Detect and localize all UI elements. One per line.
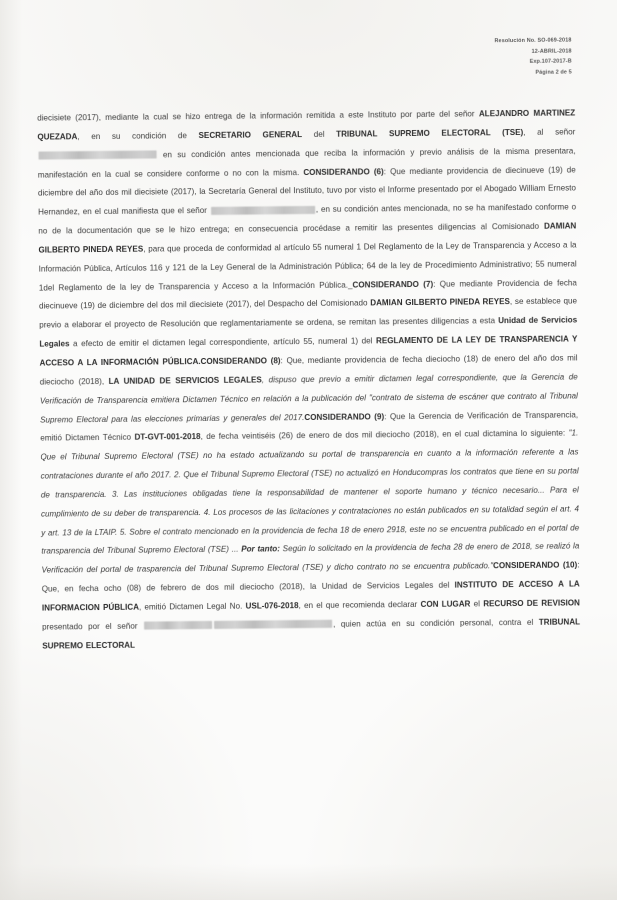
dictamen-quote: "1. Que el Tribunal Supremo Electoral (TSE) no ha estado actualizando su portal de transparencia en cuanto a la información referente a las contrataciones durante el año 2017. 2. Que el Tribunal Supremo Electoral (TSE) no actualizó en Honducompras los contratos que tiene en su portal de transparencia. 3. Las instituciones obligadas tiene la responsabilidad de mantener el soporte humano y técnico necesario... Para el cumplimiento de su deber de transparencia. 4. Los procesos de las licitaciones y contrataciones no están publicados en su totalidad según el art. 4 y art. 13 de la LTAIP. 5. Sobre el contrato mencionado en la providencia de fecha 18 de enero 2918, este no se encuentra publicado en el portal de transparencia del Tribunal Supremo Electoral (TSE) ... [40, 428, 580, 556]
document-body [37, 104, 580, 656]
contrato-escaner-quote: "contrato de sistema de escáner que contrato al Tribunal Supremo Electoral para las elecciones primarias y generales del 2017. [40, 391, 578, 425]
text-run: del [302, 129, 337, 139]
considerando-9-label: CONSIDERANDO (9) [304, 411, 385, 422]
dictamen-quote-2: Según lo solicitado en la providencia de fecha 28 de enero de 2018, se realizó la Verificación del portal de trasparencia del Tribunal Supremo Electoral (TSE) y dicho contrato no se encuentra publicado." [41, 541, 580, 575]
text-run: : Que la Gerencia de Verificación de Transparencia, emitió Dictamen Técnico [40, 409, 579, 443]
text-run: el [470, 599, 484, 609]
recurso-revision-label: RECURSO DE REVISION [483, 598, 580, 609]
redaction-bar-5 [214, 620, 332, 629]
redaction-bar-2 [211, 206, 315, 215]
text-run: diecisiete (2017), mediante la cual se hizo entrega de la información remitida a este Instituto por parte del señor [37, 109, 479, 123]
considerando-10-label: CONSIDERANDO (10) [493, 560, 578, 571]
resolution-date: 12-ABRIL-2018 [531, 47, 572, 55]
text-run: : Que, en fecha ocho (08) de febrero de dos mil dieciocho (2018), la Unidad de Servicios Legales del [41, 560, 580, 594]
text-run: : Que mediante Providencia de fecha diecinueve (19) de diciembre del dos mil diecisiete (2017), del Despacho del Comisionado [38, 278, 577, 312]
considerando-6-label: CONSIDERANDO (6) [303, 166, 384, 177]
text-run: , emitió Dictamen Legal No. [138, 601, 246, 612]
text-run: , quien actúa en su condición personal, contra el [333, 617, 539, 629]
con-lugar-label: CON LUGAR [420, 599, 471, 609]
comisionado-name: DAMIAN GILBERTO PINEDA REYES [38, 221, 577, 255]
dictamen-legal-number: USL-076-2018 [245, 601, 299, 611]
dictamen-tecnico-number: DT-GVT-001-2018 [134, 432, 201, 443]
redaction-bar-4 [144, 621, 212, 630]
text-run: , al señor [523, 127, 576, 137]
tse-entity-final: TRIBUNAL SUPREMO ELECTORAL [42, 617, 581, 651]
redaction-bar-1 [39, 151, 157, 160]
text-run: , de fecha veintiséis (26) de enero de dos mil dieciocho (2018), en el cual dictamina lo siguiente: [200, 428, 569, 442]
instituto-acceso-name: INSTITUTO DE ACCESO A LA INFORMACION PÚBLICA [41, 579, 580, 613]
body-paragraph [37, 104, 580, 656]
text-run: , en su condición de [77, 130, 199, 142]
text-run: , para que proceda de conformidad al artículo 55 numeral 1 Del Reglamento de la Ley de Transparencia y Acceso a la Información Pública, Artículos 116 y 121 de la Ley General de la Administración Pública; 64 de la ley de Procedimiento Administrativo; 55 numeral 1del Reglamento de la ley de Transparencia y Acceso a la Información Pública._ [38, 240, 577, 293]
text-run: : Que, mediante providencia de fecha dieciocho (18) de enero del año dos mil dieciocho (2018), [39, 353, 578, 387]
text-run: en su condición antes mencionada que reciba la información y previo análisis de la misma presentara, manifestación en la cual se considere conforme o no con la misma. [37, 146, 576, 180]
text-run: , se establece que previo a elaborar el proyecto de Resolución que reglamentariamente se ordena, se remitan las presentes diligencias a esta [39, 296, 578, 330]
text-run: , en su condición antes mencionada, no se ha manifestado conforme o no de la documentación que se le hizo entrega; en consecuencia procédase a remitir las presentes diligencias al Comisionado [38, 202, 577, 236]
tse-entity: TRIBUNAL SUPREMO ELECTORAL (TSE) [336, 127, 524, 139]
text-run: , en el que recomienda declarar [298, 599, 421, 611]
text-run: presentado por el señor [42, 621, 144, 632]
text-run-italic: , dispuso que previo a emitir dictamen legal correspondiente, que la Gerencia de Verificación de Transparencia emitiera Dictamen Técnico en relación a la publicación del [39, 372, 578, 406]
unidad-servicios-legales: Unidad de Servicios Legales [39, 315, 578, 349]
text-run: : Que mediante providencia de diecinueve (19) de diciembre del año dos mil diecisiete (2017), la Secretaría General del Instituto, tuvo por visto el Informe presentado por el Abogado William Ernesto Hernandez, en el cual manifiesta que el señor [37, 164, 576, 217]
comisionado-name-2: DAMIAN GILBERTO PINEDA REYES [370, 297, 510, 308]
resolution-number: Resolución No. SO-069-2018 [494, 37, 572, 45]
secretario-name: ALEJANDRO MARTINEZ QUEZADA [37, 108, 576, 142]
unidad-servicios-legales-2: LA UNIDAD DE SERVICIOS LEGALES [108, 375, 262, 386]
considerando-7-label: CONSIDERANDO (7) [352, 279, 434, 290]
text-run: a efecto de emitir el dictamen legal correspondiente, artículo 55, numeral 1) del [69, 336, 377, 349]
document-header [494, 35, 571, 78]
expediente-number: Exp.107-2017-B [529, 58, 572, 65]
reglamento-ley-reference: REGLAMENTO DE LA LEY DE TRANSPARENCIA Y ACCESO A LA INFORMACIÓN PÚBLICA.CONSIDERANDO (8) [39, 334, 578, 368]
page-number: Página 2 de 5 [535, 69, 572, 76]
por-tanto-label: Por tanto: [241, 544, 280, 555]
secretario-cargo: SECRETARIO GENERAL [198, 129, 303, 140]
